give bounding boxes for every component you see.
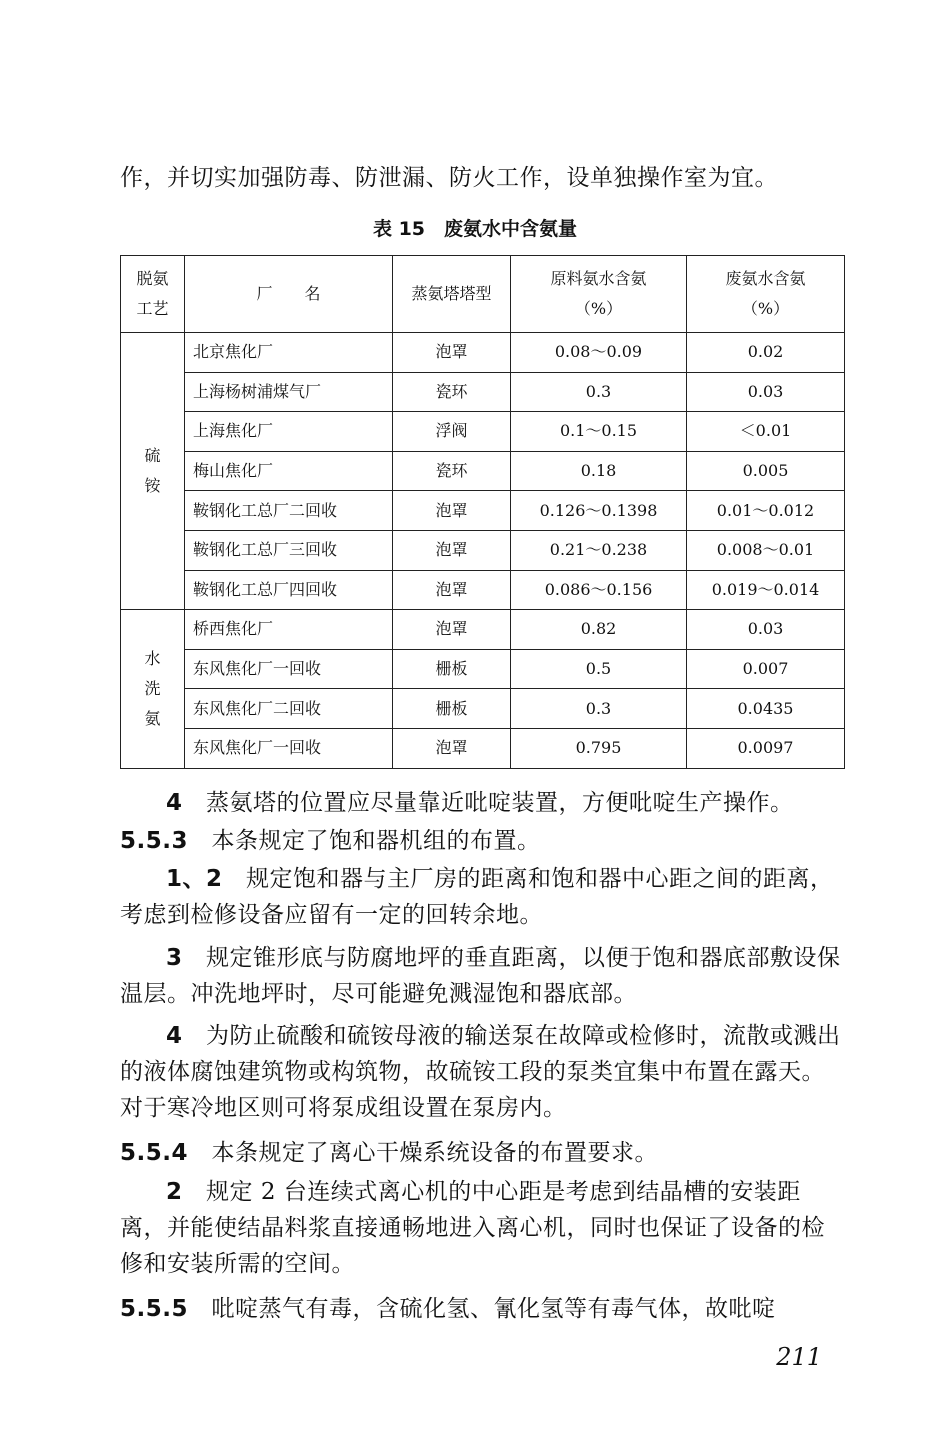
- raw-cell: 0.08～0.09: [511, 333, 687, 373]
- table-row: [121, 728, 845, 768]
- plant-cell: 北京焦化厂: [185, 333, 393, 373]
- item-number: 4: [166, 790, 183, 816]
- raw-cell: 0.1～0.15: [511, 412, 687, 452]
- tower-cell: 瓷环: [393, 372, 511, 412]
- raw-cell: 0.3: [511, 689, 687, 729]
- item-number: 3: [166, 945, 183, 971]
- waste-cell: 0.03: [687, 610, 845, 650]
- raw-cell: 0.086～0.156: [511, 570, 687, 610]
- paragraph: [120, 861, 845, 933]
- section-number: 5.5.4: [120, 1140, 188, 1166]
- waste-cell: 0.02: [687, 333, 845, 373]
- section-heading: [120, 1291, 845, 1327]
- raw-cell: 0.82: [511, 610, 687, 650]
- waste-cell: 0.007: [687, 649, 845, 689]
- paragraph: [120, 940, 845, 1012]
- paragraph-text: 本条规定了饱和器机组的布置。: [211, 828, 541, 854]
- section-number: 5.5.3: [120, 828, 188, 854]
- plant-cell: 上海焦化厂: [185, 412, 393, 452]
- ammonia-content-table: [120, 255, 845, 769]
- raw-cell: 0.21～0.238: [511, 530, 687, 570]
- tower-cell: 栅板: [393, 649, 511, 689]
- raw-cell: 0.126～0.1398: [511, 491, 687, 531]
- raw-cell: 0.3: [511, 372, 687, 412]
- plant-cell: 鞍钢化工总厂二回收: [185, 491, 393, 531]
- header-plant: 厂 名: [185, 256, 393, 333]
- table-row: [121, 412, 845, 452]
- plant-cell: 东风焦化厂一回收: [185, 728, 393, 768]
- waste-cell: ＜0.01: [687, 412, 845, 452]
- paragraph-text: 蒸氨塔的位置应尽量靠近吡啶装置，方便吡啶生产操作。: [206, 790, 794, 816]
- tower-cell: 栅板: [393, 689, 511, 729]
- tower-cell: 瓷环: [393, 451, 511, 491]
- plant-cell: 东风焦化厂二回收: [185, 689, 393, 729]
- plant-cell: 鞍钢化工总厂三回收: [185, 530, 393, 570]
- paragraph-text: 本条规定了离心干燥系统设备的布置要求。: [211, 1140, 658, 1166]
- table-row: [121, 491, 845, 531]
- header-process: 脱氨工艺: [121, 256, 185, 333]
- section-number: 5.5.5: [120, 1296, 188, 1322]
- waste-cell: 0.0435: [687, 689, 845, 729]
- table-row: [121, 372, 845, 412]
- raw-cell: 0.795: [511, 728, 687, 768]
- tower-cell: 泡罩: [393, 491, 511, 531]
- waste-cell: 0.019～0.014: [687, 570, 845, 610]
- paragraph-text: 规定 2 台连续式离心机的中心距是考虑到结晶槽的安装距离，并能使结晶料浆直接通畅地进入离心机，同时也保证了设备的检修和安装所需的空间。: [120, 1179, 825, 1277]
- paragraph-text: 规定锥形底与防腐地坪的垂直距离，以便于饱和器底部敷设保温层。冲洗地坪时，尽可能避免溅湿饱和器底部。: [120, 945, 841, 1007]
- item-number: 2: [166, 1179, 183, 1205]
- header-raw: 原料氨水含氨（%）: [511, 256, 687, 333]
- intro-paragraph: [120, 160, 845, 196]
- plant-cell: 东风焦化厂一回收: [185, 649, 393, 689]
- tower-cell: 泡罩: [393, 728, 511, 768]
- tower-cell: 泡罩: [393, 610, 511, 650]
- table-row: [121, 333, 845, 373]
- section-heading: [120, 823, 845, 859]
- table-header-row: [121, 256, 845, 333]
- plant-cell: 桥西焦化厂: [185, 610, 393, 650]
- paragraph: [120, 1018, 845, 1126]
- table-row: [121, 689, 845, 729]
- plant-cell: 鞍钢化工总厂四回收: [185, 570, 393, 610]
- plant-cell: 上海杨树浦煤气厂: [185, 372, 393, 412]
- header-waste: 废氨水含氨（%）: [687, 256, 845, 333]
- raw-cell: 0.18: [511, 451, 687, 491]
- table-row: [121, 610, 845, 650]
- table-row: [121, 451, 845, 491]
- waste-cell: 0.03: [687, 372, 845, 412]
- intro-text: 作，并切实加强防毒、防泄漏、防火工作，设单独操作室为宜。: [120, 165, 778, 191]
- header-tower: 蒸氨塔塔型: [393, 256, 511, 333]
- table-row: [121, 530, 845, 570]
- tower-cell: 浮阀: [393, 412, 511, 452]
- waste-cell: 0.008～0.01: [687, 530, 845, 570]
- waste-cell: 0.01～0.012: [687, 491, 845, 531]
- table-row: [121, 570, 845, 610]
- paragraph: [120, 785, 845, 821]
- paragraph-text: 吡啶蒸气有毒，含硫化氢、氰化氢等有毒气体，故吡啶: [211, 1296, 776, 1322]
- tower-cell: 泡罩: [393, 570, 511, 610]
- section-heading: [120, 1135, 845, 1171]
- tower-cell: 泡罩: [393, 333, 511, 373]
- table-title: 表 15 废氨水中含氨量: [372, 218, 578, 240]
- raw-cell: 0.5: [511, 649, 687, 689]
- page-number: 211: [776, 1343, 822, 1371]
- tower-cell: 泡罩: [393, 530, 511, 570]
- process-cell-sulfate: 硫铵: [121, 333, 185, 610]
- paragraph-text: 为防止硫酸和硫铵母液的输送泵在故障或检修时，流散或溅出的液体腐蚀建筑物或构筑物，故硫铵工段的泵类宜集中布置在露天。对于寒冷地区则可将泵成组设置在泵房内。: [120, 1023, 841, 1121]
- table-row: [121, 649, 845, 689]
- waste-cell: 0.005: [687, 451, 845, 491]
- item-number: 1、2: [166, 866, 223, 892]
- process-cell-water-wash: 水洗氨: [121, 610, 185, 768]
- paragraph: [120, 1174, 845, 1282]
- plant-cell: 梅山焦化厂: [185, 451, 393, 491]
- item-number: 4: [166, 1023, 183, 1049]
- paragraph-text: 规定饱和器与主厂房的距离和饱和器中心距之间的距离，考虑到检修设备应留有一定的回转余地。: [120, 866, 834, 928]
- waste-cell: 0.0097: [687, 728, 845, 768]
